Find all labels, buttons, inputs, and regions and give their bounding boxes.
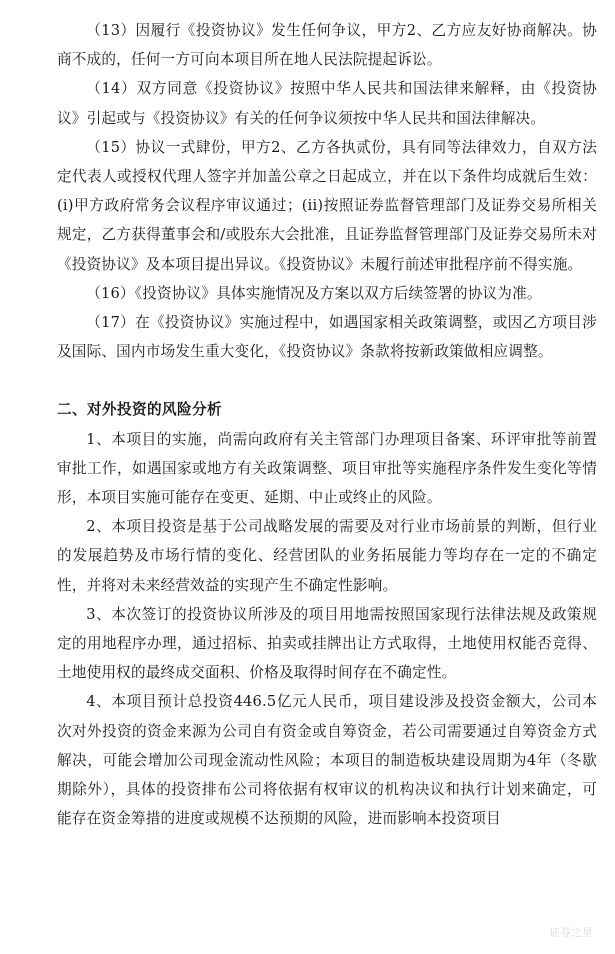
clause-13-paragraph: （13）因履行《投资协议》发生任何争议，甲方2、乙方应友好协商解决。协商不成的，任何一方可向本项目所在地人民法院提起诉讼。: [57, 22, 597, 69]
document-page: [57, 16, 597, 833]
risk-item-3-paragraph: 3、本次签订的投资协议所涉及的项目用地需按照国家现行法律法规及政策规定的用地程序办理，通过招标、拍卖或挂牌出让方式取得，土地使用权能否竞得、土地使用权的最终成交面积、价格及取得时间存在不确定性。: [57, 605, 597, 682]
clause-15-paragraph: （15）协议一式肆份，甲方2、乙方各执贰份，具有同等法律效力，自双方法定代表人或授权代理人签字并加盖公章之日起成立，并在以下条件均成就后生效：(i)甲方政府常务会议程序审议通过；(ii)按照证券监督管理部门及证券交易所相关规定，乙方获得董事会和/或股东大会批准，且证券监督管理部门及证券交易所未对《投资协议》及本项目提出异议。《投资协议》未履行前述审批程序前不得实施。: [57, 138, 597, 273]
section-heading-risk-analysis: 二、对外投资的风险分析: [57, 401, 222, 419]
risk-item-4-paragraph: 4、本项目预计总投资446.5亿元人民币，项目建设涉及投资金额大，公司本次对外投资的资金来源为公司自有资金或自筹资金，若公司需要通过自筹资金方式解决，可能会增加公司现金流动性风险；本项目的制造板块建设周期为4年（冬歇期除外），具体的投资排布公司将依据有权审议的机构决议和执行计划来确定，可能存在资金筹措的进度或规模不达预期的风险，进而影响本投资项目: [57, 693, 597, 828]
risk-item-1-paragraph: 1、本项目的实施，尚需向政府有关主管部门办理项目备案、环评审批等前置审批工作，如遇国家或地方有关政策调整、项目审批等实施程序条件发生变化等情形，本项目实施可能存在变更、延期、中止或终止的风险。: [57, 430, 597, 507]
risk-item-2-paragraph: 2、本项目投资是基于公司战略发展的需要及对行业市场前景的判断，但行业的发展趋势及市场行情的变化、经营团队的业务拓展能力等均存在一定的不确定性，并将对未来经营效益的实现产生不确定性影响。: [57, 518, 597, 594]
clause-16-paragraph: （16）《投资协议》具体实施情况及方案以双方后续签署的协议为准。: [86, 284, 542, 302]
clause-14-paragraph: （14）双方同意《投资协议》按照中华人民共和国法律来解释，由《投资协议》引起或与《投资协议》有关的任何争议须按中华人民共和国法律解决。: [57, 80, 597, 127]
watermark-logo: 证券之星: [549, 926, 593, 939]
clause-17-paragraph: （17）在《投资协议》实施过程中，如遇国家相关政策调整，或因乙方项目涉及国际、国内市场发生重大变化，《投资协议》条款将按新政策做相应调整。: [57, 314, 597, 361]
